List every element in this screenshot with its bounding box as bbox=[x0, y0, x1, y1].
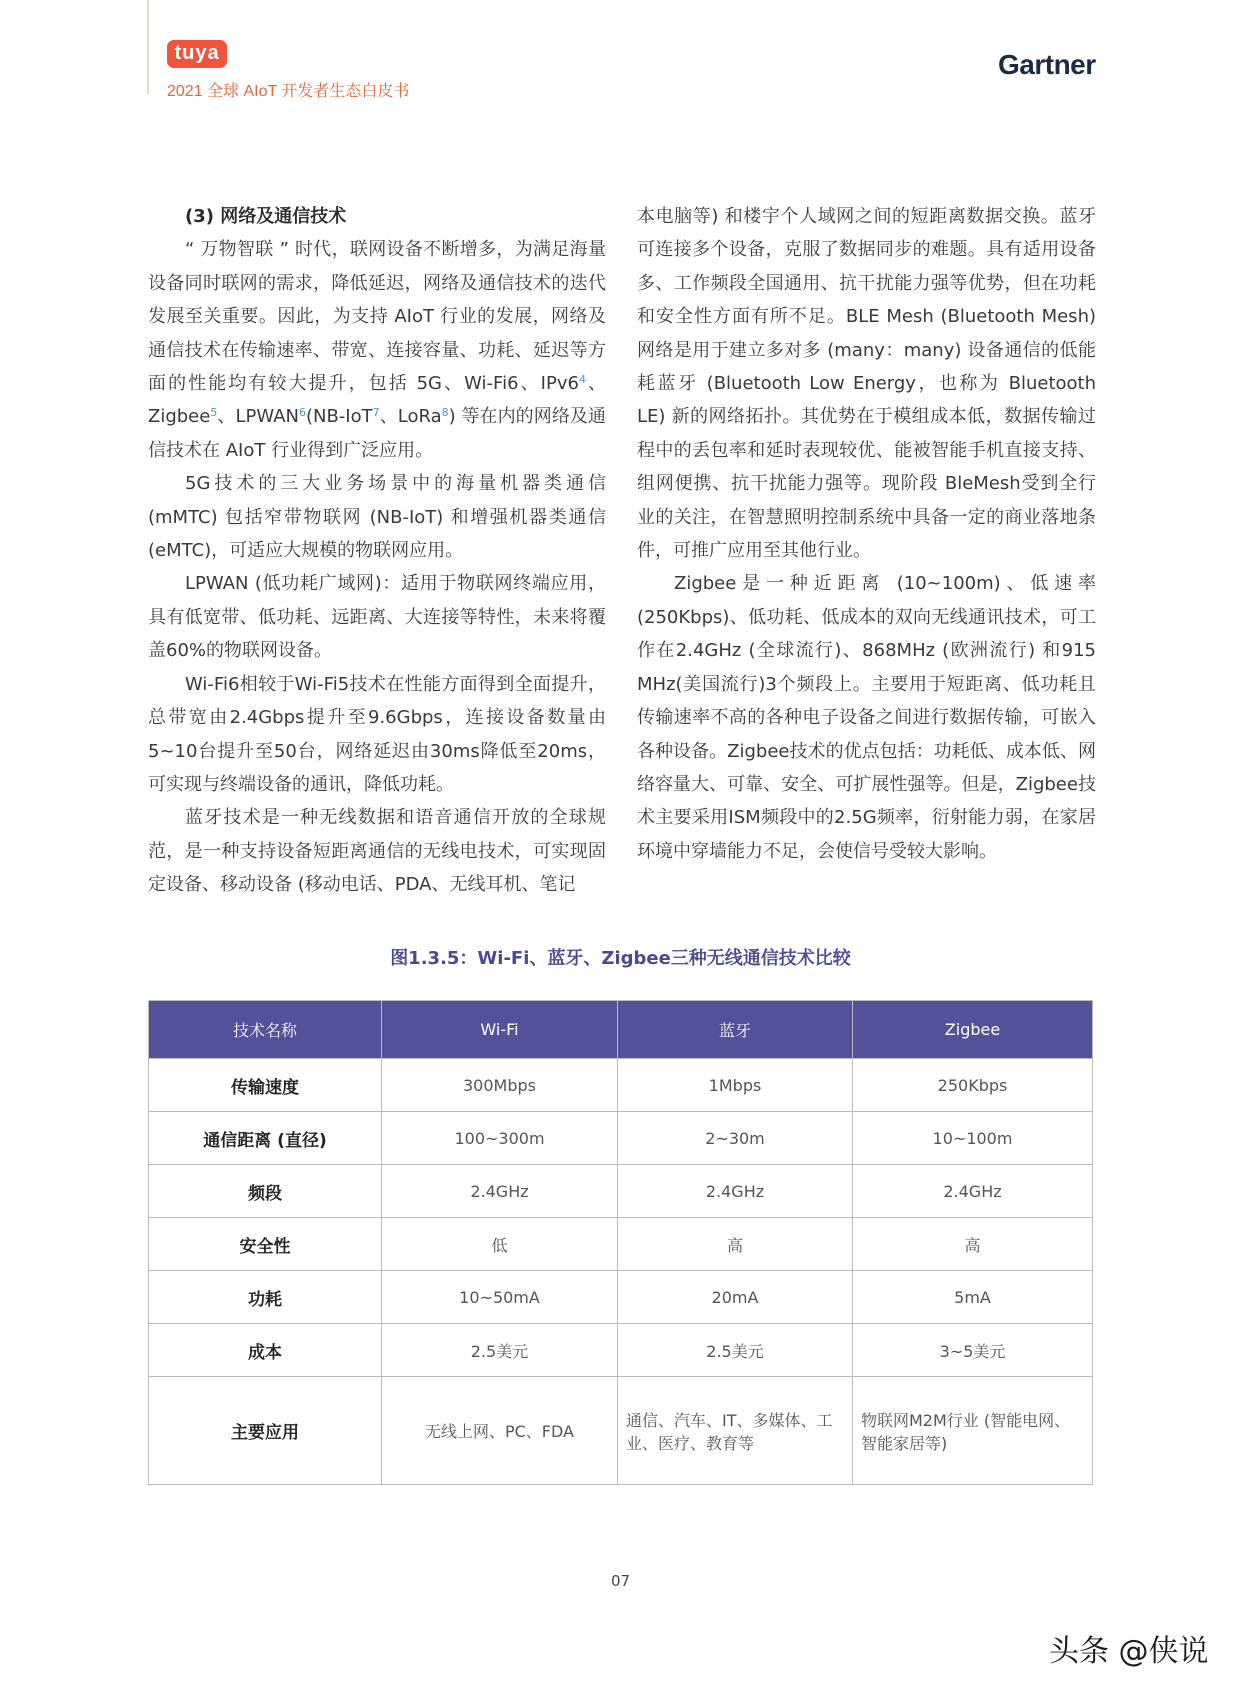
table-cell: 10~100m bbox=[853, 1112, 1093, 1165]
table-cell: 2.4GHz bbox=[618, 1165, 853, 1218]
row-label: 通信距离 (直径) bbox=[149, 1112, 382, 1165]
left-column bbox=[148, 200, 606, 902]
paragraph-zigbee: Zigbee是一种近距离 (10~100m)、低速率 (250Kbps)、低功耗、低成本的双向无线通讯技术，可工作在2.4GHz (全球流行)、868MHz (欧洲流行) 和915 MHz(美国流行)3个频段上。主要用于短距离、低功耗且传输速率不高的各种电子设备之间进行数据传输，可嵌入各种设备。Zigbee技术的优点包括：功耗低、成本低、网络容量大、可靠、安全、可扩展性强等。但是，Zigbee技术主要采用ISM频段中的2.5G频率，衍射能力弱，在家居环境中穿墙能力不足，会使信号受较大影响。 bbox=[637, 573, 1096, 862]
row-label: 成本 bbox=[149, 1324, 382, 1377]
table-cell: 高 bbox=[853, 1218, 1093, 1271]
table-cell: 5mA bbox=[853, 1271, 1093, 1324]
table-cell: 2.4GHz bbox=[853, 1165, 1093, 1218]
figure-caption: 图1.3.5：Wi-Fi、蓝牙、Zigbee三种无线通信技术比较 bbox=[390, 948, 851, 969]
table-cell: 10~50mA bbox=[382, 1271, 618, 1324]
row-label: 主要应用 bbox=[149, 1377, 382, 1485]
right-column bbox=[637, 200, 1096, 868]
row-label: 传输速度 bbox=[149, 1059, 382, 1112]
table-header-cell: 技术名称 bbox=[149, 1001, 382, 1059]
paragraph-wifi6: Wi-Fi6相较于Wi-Fi5技术在性能方面得到全面提升，总带宽由2.4Gbps提升至9.6Gbps，连接设备数量由5~10台提升至50台，网络延迟由30ms降低至20ms，可实现与终端设备的通讯，降低功耗。 bbox=[148, 673, 606, 795]
document-title: 2021 全球 AIoT 开发者生态白皮书 bbox=[167, 83, 410, 100]
table-cell: 2~30m bbox=[618, 1112, 853, 1165]
table-cell: 1Mbps bbox=[618, 1059, 853, 1112]
table-row bbox=[149, 1165, 1093, 1218]
table-cell: 物联网M2M行业 (智能电网、智能家居等) bbox=[853, 1377, 1093, 1485]
row-label: 功耗 bbox=[149, 1271, 382, 1324]
row-label: 频段 bbox=[149, 1165, 382, 1218]
gartner-logo: Gartner bbox=[998, 49, 1096, 80]
footnote-ref[interactable]: 7 bbox=[372, 406, 380, 420]
footnote-ref[interactable]: 6 bbox=[298, 406, 306, 420]
table-row bbox=[149, 1059, 1093, 1112]
table-cell: 高 bbox=[618, 1218, 853, 1271]
table-row bbox=[149, 1324, 1093, 1377]
page-number: 07 bbox=[610, 1572, 631, 1590]
table-cell: 20mA bbox=[618, 1271, 853, 1324]
tuya-logo: tuya bbox=[167, 40, 227, 68]
table-header-row bbox=[149, 1001, 1093, 1059]
paragraph-lpwan: LPWAN (低功耗广域网)：适用于物联网终端应用，具有低宽带、低功耗、远距离、大连接等特性，未来将覆盖60%的物联网设备。 bbox=[148, 573, 606, 662]
footnote-ref[interactable]: 4 bbox=[578, 373, 586, 387]
paragraph-bluetooth-continued: 本电脑等) 和楼宇个人域网之间的短距离数据交换。蓝牙可连接多个设备，克服了数据同步的难题。具有适用设备多、工作频段全国通用、抗干扰能力强等优势，但在功耗和安全性方面有所不足。BLE Mesh (Bluetooth Mesh) 网络是用于建立多对多 (many：many) 设备通信的低能耗蓝牙 (Bluetooth Low Energy，也称为 Bluetooth LE) 新的网络拓扑。其优势在于模组成本低，数据传输过程中的丢包率和延时表现较优、能被智能手机直接支持、组网便携、抗干扰能力强等。现阶段 BleMesh受到全行业的关注，在智慧照明控制系统中具备一定的商业落地条件，可推广应用至其他行业。 bbox=[637, 206, 1096, 562]
table-row bbox=[149, 1112, 1093, 1165]
row-label: 安全性 bbox=[149, 1218, 382, 1271]
comparison-table bbox=[148, 1000, 1093, 1485]
table-cell: 2.4GHz bbox=[382, 1165, 618, 1218]
table-header-cell: Zigbee bbox=[853, 1001, 1093, 1059]
table-cell: 通信、汽车、IT、多媒体、工业、医疗、教育等 bbox=[618, 1377, 853, 1485]
header-divider bbox=[147, 0, 149, 94]
table-cell: 3~5美元 bbox=[853, 1324, 1093, 1377]
table-cell: 2.5美元 bbox=[618, 1324, 853, 1377]
footnote-ref[interactable]: 8 bbox=[441, 406, 449, 420]
section-heading: (3) 网络及通信技术 bbox=[185, 206, 347, 227]
table-row bbox=[149, 1377, 1093, 1485]
table-cell: 300Mbps bbox=[382, 1059, 618, 1112]
paragraph-bluetooth: 蓝牙技术是一种无线数据和语音通信开放的全球规范，是一种支持设备短距离通信的无线电技术，可实现固定设备、移动设备 (移动电话、PDA、无线耳机、笔记 bbox=[148, 807, 606, 896]
table-header-cell: Wi-Fi bbox=[382, 1001, 618, 1059]
table-cell: 250Kbps bbox=[853, 1059, 1093, 1112]
watermark: 头条 @侠说 bbox=[1049, 1634, 1209, 1669]
paragraph-5g: 5G技术的三大业务场景中的海量机器类通信 (mMTC) 包括窄带物联网 (NB-IoT) 和增强机器类通信 (eMTC)，可适应大规模的物联网应用。 bbox=[148, 473, 606, 562]
table-header-cell: 蓝牙 bbox=[618, 1001, 853, 1059]
table-row bbox=[149, 1218, 1093, 1271]
table-cell: 低 bbox=[382, 1218, 618, 1271]
table-cell: 100~300m bbox=[382, 1112, 618, 1165]
table-cell: 2.5美元 bbox=[382, 1324, 618, 1377]
table-cell: 无线上网、PC、FDA bbox=[382, 1377, 618, 1485]
paragraph-intro: “ 万物智联 ” 时代，联网设备不断增多，为满足海量设备同时联网的需求，降低延迟，网络及通信技术的迭代发展至关重要。因此，为支持 AIoT 行业的发展，网络及通信技术在传输速率、带宽、连接容量、功耗、延迟等方面的性能均有较大提升，包括 5G、Wi-Fi6、$IPv6^4$、Zigbee$^5$、LPWAN$^6$(NB-IoT$^7$、LoRa$^8$) 等在内的网络及通信技术在 AIoT 行业得到广泛应用。 bbox=[148, 239, 607, 461]
table-row bbox=[149, 1271, 1093, 1324]
footnote-ref[interactable]: 5 bbox=[210, 406, 218, 420]
